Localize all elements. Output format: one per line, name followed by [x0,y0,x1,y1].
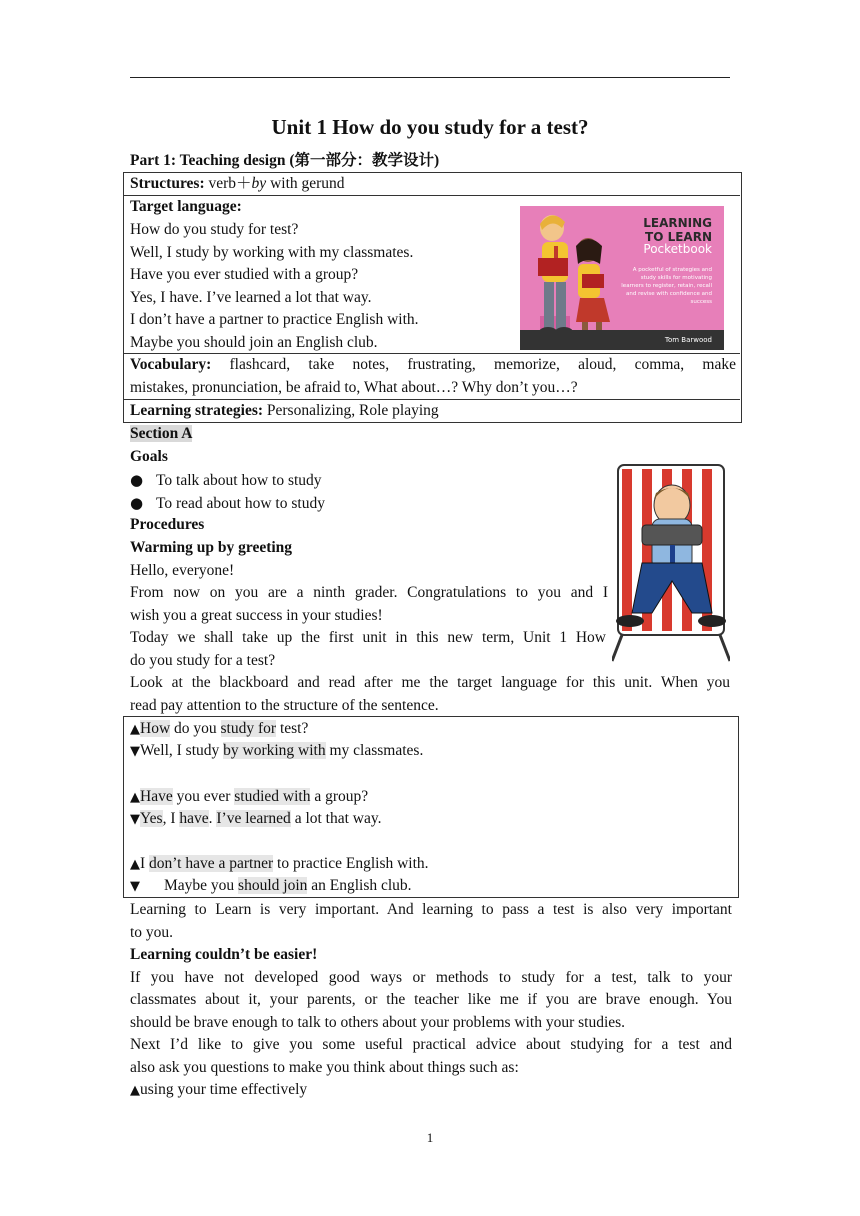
triangle-down-icon: ▼ [130,812,140,827]
structures-label: Structures: [130,175,205,192]
strategies-label: Learning strategies: [130,402,264,419]
target-line: How do you study for test? [130,221,299,238]
body-line: Next I’d like to give you some useful practical advice about studying for a test and [130,1036,732,1053]
dialogue-line: ▼Yes, I have. I’ve learned a lot that way. [130,810,382,827]
body-line: wish you a great success in your studies! [130,607,383,624]
structures-italic: by [251,175,267,192]
vocabulary-line-1 [130,354,736,377]
book-cover-image [520,206,724,350]
body-line: to you. [130,924,174,941]
cover-subtitle: Pocketbook [643,242,712,256]
goal-text: To talk about how to study [156,472,322,489]
section-a-heading [130,423,192,446]
vocabulary-label: Vocabulary: [130,356,212,373]
body-line: From now on you are a ninth grader. Congratulations to you and I [130,584,608,601]
page-title: Unit 1 How do you study for a test? [271,115,589,139]
target-line: Well, I study by working with my classmates. [130,244,414,261]
target-line: Have you ever studied with a group? [130,266,359,283]
dialogue-line: ▲Have you ever studied with a group? [130,788,369,805]
body-line: If you have not developed good ways or methods to study for a test, talk to your [130,969,732,986]
strategies-text: Personalizing, Role playing [263,402,439,419]
body-line: do you study for a test? [130,652,276,669]
bullet-icon: ● [130,471,144,489]
bullet-icon: ● [130,494,144,512]
cover-blurb: A pocketful of strategies and study skills for motivating learners to register, retain, recall and revise with confidence and success [621,267,712,305]
reading-man-illustration [612,463,730,663]
cover-title: LEARNING TO LEARN [643,216,712,244]
body-line: also ask you questions to make you think about things such as: [130,1059,519,1076]
dialogue-line: ▼ Maybe you should join an English club. [130,875,412,899]
goal-item [130,492,325,516]
header-rule [130,77,730,78]
goal-item [130,469,322,493]
subheading: Learning couldn’t be easier! [130,946,318,963]
page-number: 1 [426,1130,434,1145]
structures-row [130,173,345,196]
triangle-down-icon: ▼ [130,879,140,894]
target-line: Maybe you should join an English club. [130,334,378,351]
vocabulary-line-2: mistakes, pronunciation, be afraid to, What about…? Why don’t you…? [130,379,578,396]
goal-text: To read about how to study [156,495,325,512]
procedures-heading: Procedures [130,516,205,533]
body-line: Learning to Learn is very important. And learning to pass a test is also very important [130,901,732,918]
triangle-up-icon: ▲ [130,722,140,737]
dialogue-line: ▲I don’t have a partner to practice English with. [130,855,429,872]
target-line: Yes, I have. I’ve learned a lot that way. [130,289,372,306]
warming-heading: Warming up by greeting [130,539,293,556]
goals-heading: Goals [130,448,168,465]
target-line: I don’t have a partner to practice English with. [130,311,419,328]
vocabulary-text: flashcard, take notes, frustrating, memorize, aloud, comma, make [211,356,736,373]
body-line: should be brave enough to talk to others about your problems with your studies. [130,1014,626,1031]
body-line: Today we shall take up the first unit in this new term, Unit 1 How [130,629,606,646]
cover-author: Tom Barwood [664,336,712,344]
triangle-up-icon: ▲ [130,790,140,805]
body-line: classmates about it, your parents, or the teacher like me if you are brave enough. You [130,991,732,1008]
target-language-label: Target language: [130,198,242,215]
triangle-down-icon: ▼ [130,744,140,759]
list-item-text: using your time effectively [140,1081,308,1098]
section-a-label: Section A [130,425,193,442]
body-line: Hello, everyone! [130,562,235,579]
part-heading: Part 1: Teaching design (第一部分：教学设计) [130,152,440,169]
structures-text: verb＋ [204,175,252,192]
structures-text-post: with gerund [266,175,345,192]
body-line: read pay attention to the structure of the sentence. [130,697,439,714]
strategies-row [130,400,439,423]
dialogue-line: ▲How do you study for test? [130,720,309,737]
triangle-up-icon: ▲ [130,857,140,872]
body-line: Look at the blackboard and read after me the target language for this unit. When you [130,674,730,691]
triangle-up-icon: ▲ [130,1083,140,1098]
dialogue-line: ▼Well, I study by working with my classmates. [130,742,424,759]
list-item [130,1079,307,1103]
